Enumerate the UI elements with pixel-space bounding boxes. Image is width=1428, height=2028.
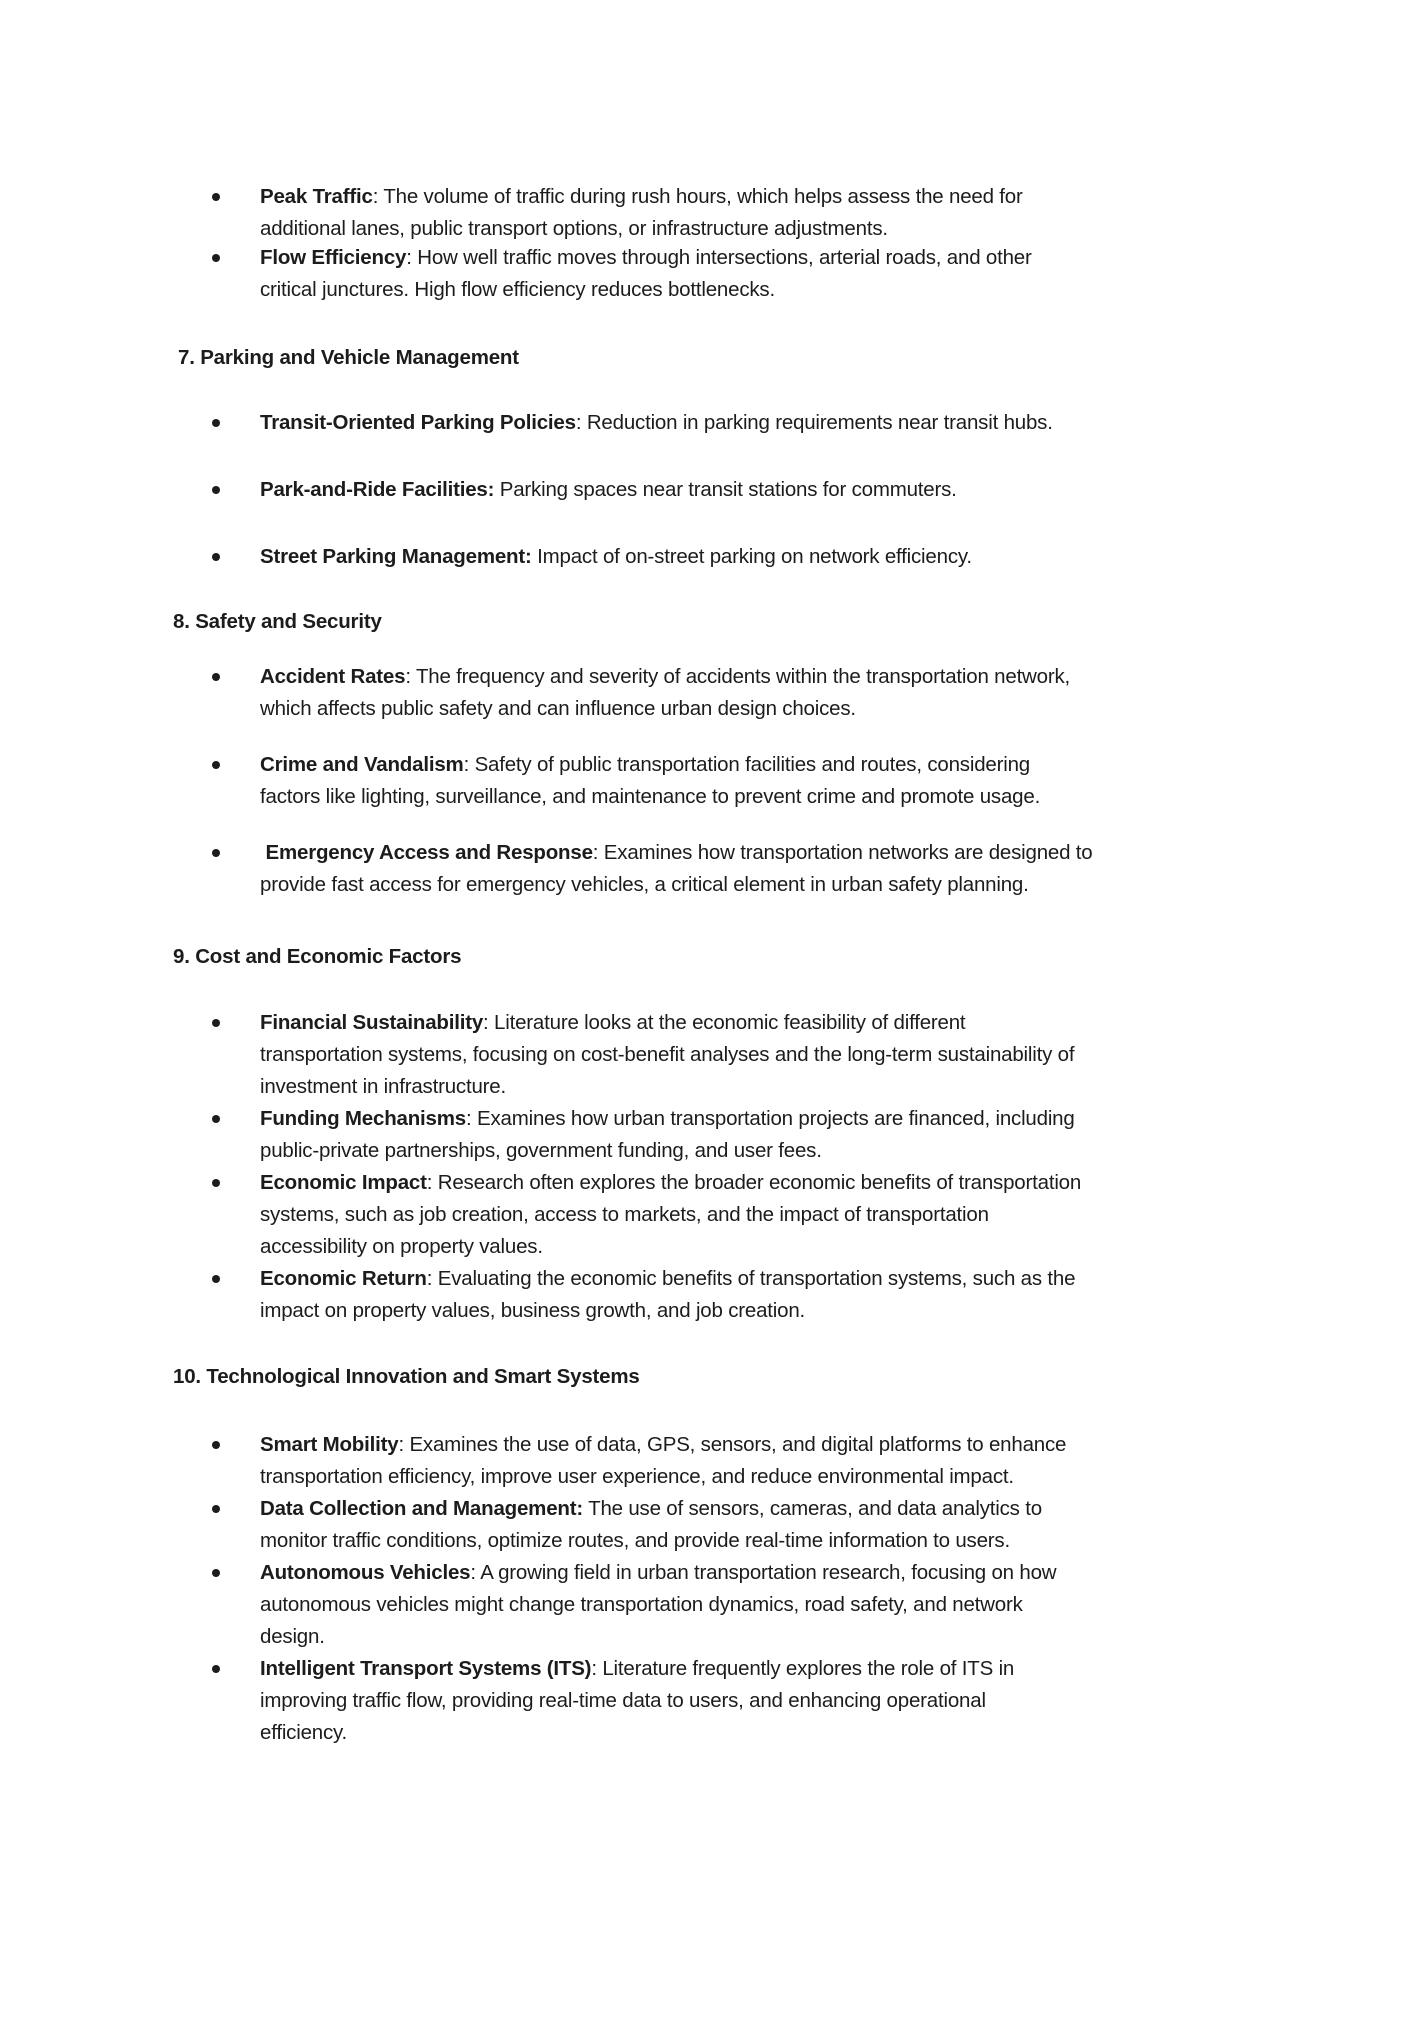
item-text: improving traffic flow, providing real-time data to users, and enhancing operational (260, 1689, 986, 1712)
item-text: which affects public safety and can influence urban design choices. (260, 697, 856, 720)
bullet-icon (212, 419, 220, 427)
item-text: A growing field in urban transportation research, focusing on how (480, 1561, 1057, 1584)
bullet-icon (212, 1019, 220, 1027)
bullet-icon (212, 849, 220, 857)
item-label: Accident Rates (260, 665, 406, 688)
section-heading-8: 8. Safety and Security (173, 610, 382, 633)
item-text: The use of sensors, cameras, and data analytics to (588, 1497, 1042, 1520)
item-text: impact on property values, business growth, and job creation. (260, 1299, 806, 1322)
item-label: Data Collection and Management: (260, 1497, 583, 1520)
document-page: Peak Traffic: The volume of traffic during rush hours, which helps assess the need for additional lanes, public transport options, or infrastructure adjustments. Flow Efficiency: How well traffic moves through intersections, arterial roads, and other critical junctures. High flow efficiency reduces bottlenecks. 7. Parking and Vehicle Management Transit-Oriented Parking Policies: Reduction in parking requirements near transit hubs. Park-and-Ride Facilities: Parking spaces near transit stations for commuters. Street Parking Management: Impact of on-street parking on network efficiency. 8. Safety and Security Accident Rates: The frequency and severity of accidents within the transportation network, which affects public safety and can influence urban design choices. Crime and Vandalism: Safety of public transportation facilities and routes, considering factors like lighting, surveillance, and maintenance to prevent crime and promote usage. Emergency Access and Response: Examines how transportation networks are designed to provide fast access for emergency vehicles, a critical element in urban safety planning. 9. Cost and Economic Factors Financial Sustainability: Literature looks at the economic feasibility of different transportation systems, focusing on cost-benefit analyses and the long-term sustainability of investment in infrastructure. Funding Mechanisms: Examines how urban transportation projects are financed, including public-private partnerships, government funding, and user fees. Economic Impact: Research often explores the broader economic benefits of transportation systems, such as job creation, access to markets, and the impact of transportation accessibility on property values. Economic Return: Evaluating the economic benefits of transportation systems, such as the impact on property values, business growth, and job creation. 10. Technological Innovation and Smart Systems Smart Mobility: Examines the use of data, GPS, sensors, and digital platforms to enhance transportation efficiency, improve user experience, and reduce environmental impact. Data Collection and Management: The use of sensors, cameras, and data analytics to monitor traffic conditions, optimize routes, and provide real-time information to users. Autonomous Vehicles: A growing field in urban transportation research, focusing on how autonomous vehicles might change transportation dynamics, road safety, and network design. Intelligent Transport Systems (ITS): Literature frequently explores the role of ITS in improving traffic flow, providing real-time data to users, and enhancing operational efficiency. (0, 0, 1428, 2028)
bullet-icon (212, 673, 220, 681)
item-label: Flow Efficiency (260, 246, 407, 269)
item-text: factors like lighting, surveillance, and maintenance to prevent crime and promote usage. (260, 785, 1041, 808)
item-text: transportation systems, focusing on cost-benefit analyses and the long-term sustainability of (260, 1043, 1075, 1066)
item-text: accessibility on property values. (260, 1235, 543, 1258)
item-text: The volume of traffic during rush hours, which helps assess the need for (383, 185, 1023, 208)
item-text: additional lanes, public transport options, or infrastructure adjustments. (260, 217, 888, 240)
bullet-icon (212, 1665, 220, 1673)
bullet-icon (212, 1441, 220, 1449)
section-heading-9: 9. Cost and Economic Factors (173, 945, 462, 968)
item-label: Economic Impact (260, 1171, 427, 1194)
item-text: Examines how urban transportation projects are financed, including (476, 1107, 1075, 1130)
item-text: Research often explores the broader economic benefits of transportation (437, 1171, 1082, 1194)
section-heading-10: 10. Technological Innovation and Smart Systems (173, 1365, 640, 1388)
bullet-icon (212, 761, 220, 769)
item-text: Parking spaces near transit stations for commuters. (499, 478, 957, 501)
item-label: Transit-Oriented Parking Policies (260, 411, 576, 434)
item-label: Crime and Vandalism (260, 753, 464, 776)
bullet-icon (212, 1569, 220, 1577)
bullet-icon (212, 486, 220, 494)
item-text: provide fast access for emergency vehicles, a critical element in urban safety planning. (260, 873, 1029, 896)
item-text: autonomous vehicles might change transportation dynamics, road safety, and network (260, 1593, 1023, 1616)
item-label: Emergency Access and Response (265, 841, 593, 864)
bullet-icon (212, 1115, 220, 1123)
item-label: Smart Mobility (260, 1433, 399, 1456)
bullet-icon (212, 254, 220, 262)
item-text: Literature looks at the economic feasibility of different (494, 1011, 966, 1034)
bullet-icon (212, 1179, 220, 1187)
item-text: Evaluating the economic benefits of transportation systems, such as the (437, 1267, 1076, 1290)
item-text: design. (260, 1625, 325, 1648)
item-text: efficiency. (260, 1721, 348, 1744)
item-text: critical junctures. High flow efficiency reduces bottlenecks. (260, 278, 775, 301)
item-label: Street Parking Management: (260, 545, 532, 568)
item-text: Safety of public transportation facilities and routes, considering (474, 753, 1030, 776)
item-text: transportation efficiency, improve user experience, and reduce environmental impact. (260, 1465, 1014, 1488)
item-label: Economic Return (260, 1267, 427, 1290)
item-label: Park-and-Ride Facilities: (260, 478, 495, 501)
bullet-icon (212, 1505, 220, 1513)
item-text: Impact of on-street parking on network efficiency. (537, 545, 972, 568)
item-text: Reduction in parking requirements near transit hubs. (586, 411, 1053, 434)
item-label: Peak Traffic (260, 185, 373, 208)
bullet-icon (212, 193, 220, 201)
bullet-icon (212, 1275, 220, 1283)
item-text: Examines the use of data, GPS, sensors, and digital platforms to enhance (409, 1433, 1067, 1456)
item-text: investment in infrastructure. (260, 1075, 506, 1098)
item-text: systems, such as job creation, access to markets, and the impact of transportation (260, 1203, 989, 1226)
item-text: Literature frequently explores the role of ITS in (602, 1657, 1015, 1680)
item-text: monitor traffic conditions, optimize routes, and provide real-time information to users. (260, 1529, 1010, 1552)
section-heading-7: 7. Parking and Vehicle Management (178, 346, 519, 369)
item-label: Financial Sustainability (260, 1011, 484, 1034)
item-text: The frequency and severity of accidents within the transportation network, (415, 665, 1071, 688)
item-text: Examines how transportation networks are designed to (603, 841, 1093, 864)
item-text: public-private partnerships, government funding, and user fees. (260, 1139, 822, 1162)
item-label: Autonomous Vehicles (260, 1561, 471, 1584)
item-label: Funding Mechanisms (260, 1107, 466, 1130)
bullet-icon (212, 553, 220, 561)
item-text: How well traffic moves through intersections, arterial roads, and other (417, 246, 1032, 269)
item-label: Intelligent Transport Systems (ITS) (260, 1657, 592, 1680)
